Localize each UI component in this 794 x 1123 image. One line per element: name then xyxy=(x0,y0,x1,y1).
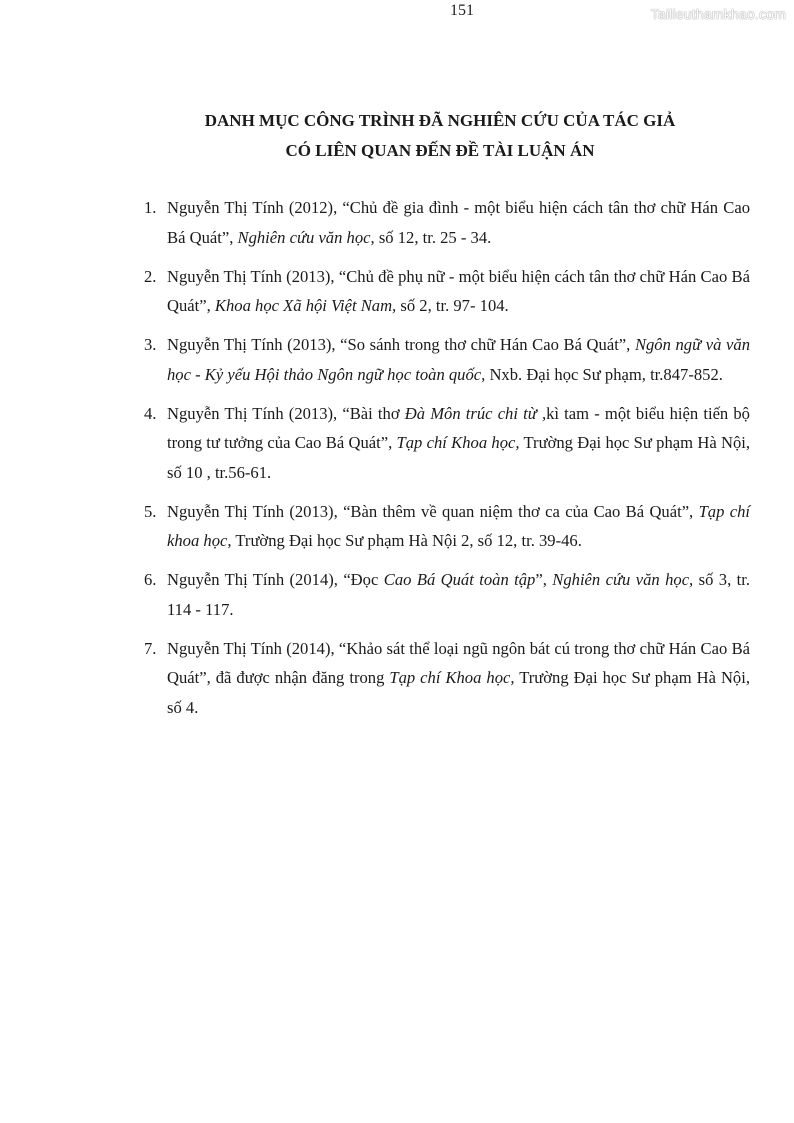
publication-text: Nguyễn Thị Tính (2013), “Chủ đề phụ nữ - một biểu hiện cách tân thơ chữ Hán Cao Bá Quát”, xyxy=(167,266,750,315)
publication-text: Trường Đại học Sư phạm Hà Nội, số 10 , tr.56-61. xyxy=(167,433,750,482)
publication-item xyxy=(144,399,750,488)
watermark-text: Tailieuthamkhao.com xyxy=(650,6,786,22)
publication-text: số 2, tr. 97- 104. xyxy=(396,296,509,315)
publication-item xyxy=(144,565,750,624)
publication-title-italic: Tạp chí khoa học, xyxy=(167,501,750,550)
publication-text: Trường Đại học Sư phạm Hà Nội, số 4. xyxy=(167,668,750,717)
publication-title-italic: Nghiên cứu văn học, xyxy=(237,227,375,247)
publication-number: 3. xyxy=(144,335,157,354)
publication-text: kì tam - một biểu hiện tiến bộ trong tư tưởng của Cao Bá Quát”, xyxy=(167,403,750,452)
publication-item xyxy=(144,497,750,556)
publication-list xyxy=(144,193,750,732)
publication-number: 4. xyxy=(144,403,157,423)
publication-text: số 12, tr. 25 - 34. xyxy=(374,227,492,247)
publication-title-italic: Ngôn ngữ và văn học - Kỷ yếu Hội thảo Ngôn ngữ học toàn quốc, xyxy=(167,335,751,384)
publication-number: 1. xyxy=(144,198,157,217)
publication-text: Nguyễn Thị Tính (2013), “So sánh trong thơ chữ Hán Cao Bá Quát”, xyxy=(167,335,635,354)
publication-item xyxy=(144,634,750,723)
publication-title-italic: Khoa học Xã hội Việt Nam, xyxy=(214,296,397,315)
publication-text: số 3, tr. 114 - 117. xyxy=(167,570,750,619)
publication-number: 2. xyxy=(144,266,157,286)
publication-number: 6. xyxy=(144,570,157,589)
publication-item xyxy=(144,193,750,252)
publication-title-italic: Nghiên cứu văn học, xyxy=(552,570,694,589)
page-number: 151 xyxy=(450,2,474,19)
heading-line-1: DANH MỤC CÔNG TRÌNH ĐÃ NGHIÊN CỨU CỦA TÁC GIẢ xyxy=(204,111,676,130)
publication-title-italic: Đà Môn trúc chi từ , xyxy=(404,403,547,423)
publication-text: Nguyễn Thị Tính (2014), “Đọc xyxy=(167,570,384,589)
heading-line-2: CÓ LIÊN QUAN ĐẾN ĐỀ TÀI LUẬN ÁN xyxy=(285,141,595,160)
publication-text: ”, xyxy=(535,570,553,589)
publication-text: Nxb. Đại học Sư phạm, tr.847-852. xyxy=(485,364,723,384)
publication-item xyxy=(144,262,750,321)
publication-text: Nguyễn Thị Tính (2012), “Chủ đề gia đình - một biểu hiện cách tân thơ chữ Hán Cao Bá Quát”, xyxy=(167,198,750,247)
publication-title-italic: Tạp chí Khoa học, xyxy=(396,433,520,452)
publication-text: Nguyễn Thị Tính (2013), “Bàn thêm về quan niệm thơ ca của Cao Bá Quát”, xyxy=(167,501,699,521)
publication-text: Nguyễn Thị Tính (2013), “Bài thơ xyxy=(167,403,405,423)
publication-number: 5. xyxy=(144,501,157,521)
publication-title-italic: Cao Bá Quát toàn tập xyxy=(383,570,536,589)
publication-title-italic: Tạp chí Khoa học, xyxy=(389,668,515,687)
publication-text: Trường Đại học Sư phạm Hà Nội 2, số 12, tr. 39-46. xyxy=(231,531,582,550)
section-heading xyxy=(130,106,750,166)
publication-text: Nguyễn Thị Tính (2014), “Khảo sát thể loại ngũ ngôn bát cú trong thơ chữ Hán Cao Bá Quát”, đã được nhận đăng trong xyxy=(167,638,750,687)
publication-item xyxy=(144,330,750,389)
publication-number: 7. xyxy=(144,638,157,658)
